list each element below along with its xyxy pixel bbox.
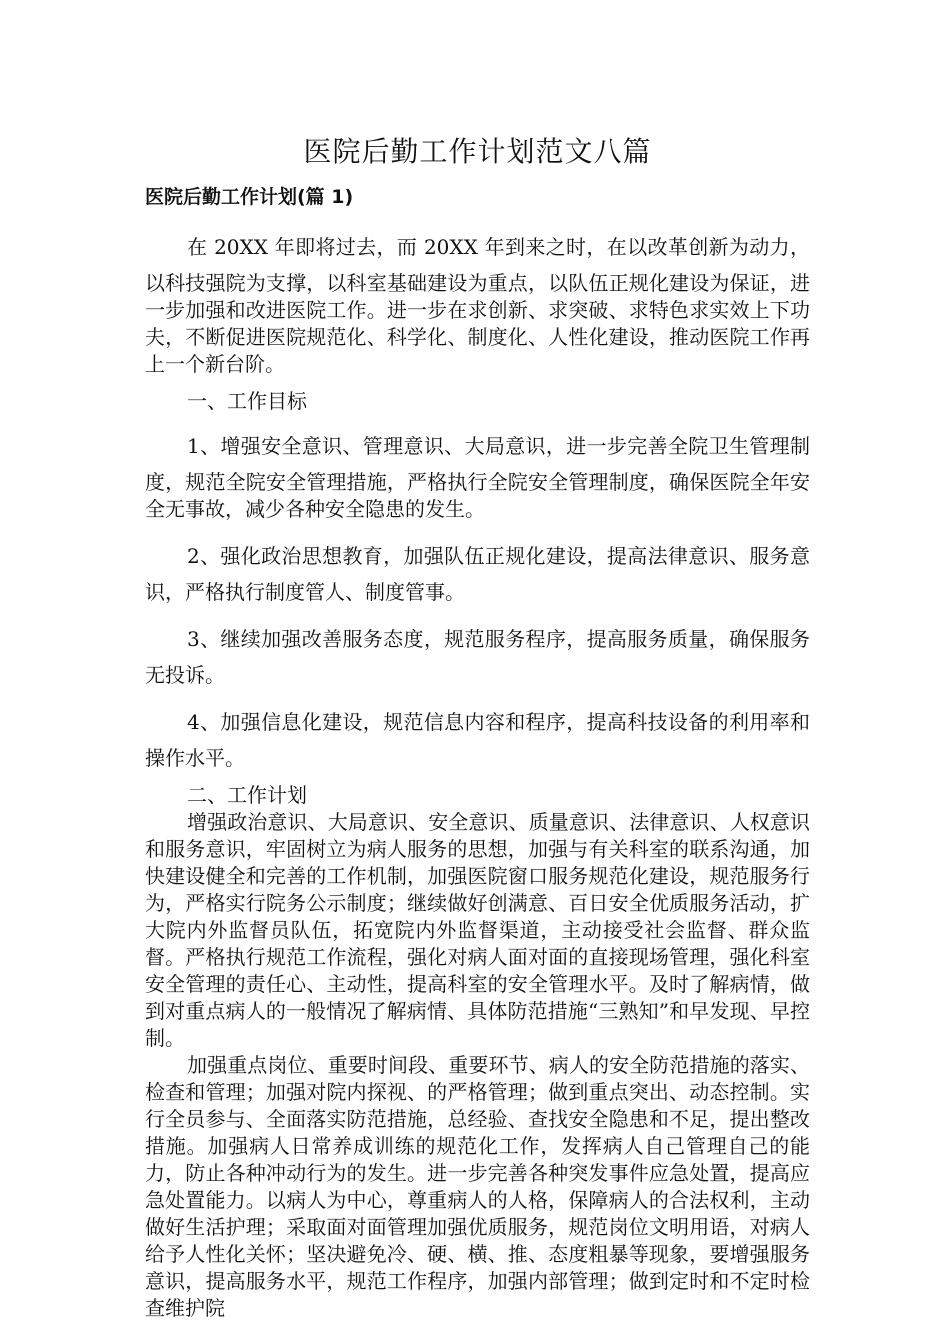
intro-paragraph: 在 20XX 年即将过去，而 20XX 年到来之时，在以改革创新为动力，以科技强院为支撑，以科室基础建设为重点，以队伍正规化建设为保证，进一步加强和改进医院工作。进一步在求创新、求突破、求特色求实效上下功夫，不断促进医院规范化、科学化、制度化、人性化建设，推动医院工作再上一个新台阶。 — [145, 235, 810, 376]
goal-item: 4、加强信息化建设，规范信息内容和程序，提高科技设备的利用率和操作水平。 — [145, 710, 810, 770]
document-title: 医院后勤工作计划范文八篇 — [303, 135, 652, 168]
section-heading: 医院后勤工作计划(篇 1) — [145, 186, 354, 208]
plan-paragraph: 增强政治意识、大局意识、安全意识、质量意识、法律意识、人权意识和服务意识，牢固树立为病人服务的思想，加强与有关科室的联系沟通，加快建设健全和完善的工作机制，加强医院窗口服务规范化建设，规范服务行为，严格实行院务公示制度；继续做好创满意、百日安全优质服务活动，扩大院内外监督员队伍，拓宽院内外监督渠道，主动接受社会监督、群众监督。严格执行规范工作流程，强化对病人面对面的直接现场管理，强化科室安全管理的责任心、主动性，提高科室的安全管理水平。及时了解病情，做到对重点病人的一般情况了解病情、具体防范措施“三熟知”和早发现、早控制。 — [145, 810, 810, 1050]
plan-paragraph: 加强重点岗位、重要时间段、重要环节、病人的安全防范措施的落实、检查和管理；加强对院内探视、的严格管理；做到重点突出、动态控制。实行全员参与、全面落实防范措施，总经验、查找安全隐患和不足，提出整改措施。加强病人日常养成训练的规范化工作，发挥病人自己管理自己的能力，防止各种冲动行为的发生。进一步完善各种突发事件应急处置，提高应急处置能力。以病人为中心，尊重病人的人格，保障病人的合法权利，主动做好生活护理；采取面对面管理加强优质服务，规范岗位文明用语，对病人给予人性化关怀；坚决避免冷、硬、横、推、态度粗暴等现象，要增强服务意识，提高服务水平，规范工作程序，加强内部管理；做到定时和不定时检查维护院 — [145, 1053, 810, 1320]
document-body — [145, 132, 810, 1322]
goal-item: 2、强化政治思想教育，加强队伍正规化建设，提高法律意识、服务意识，严格执行制度管人、制度管事。 — [145, 544, 810, 604]
goal-item: 3、继续加强改善服务态度，规范服务程序，提高服务质量，确保服务无投诉。 — [145, 627, 810, 687]
goals-heading: 一、工作目标 — [187, 389, 307, 413]
plan-heading: 二、工作计划 — [187, 783, 307, 807]
goal-item: 1、增强安全意识、管理意识、大局意识，进一步完善全院卫生管理制度，规范全院安全管理措施，严格执行全院安全管理制度，确保医院全年安全无事故，减少各种安全隐患的发生。 — [145, 434, 810, 521]
